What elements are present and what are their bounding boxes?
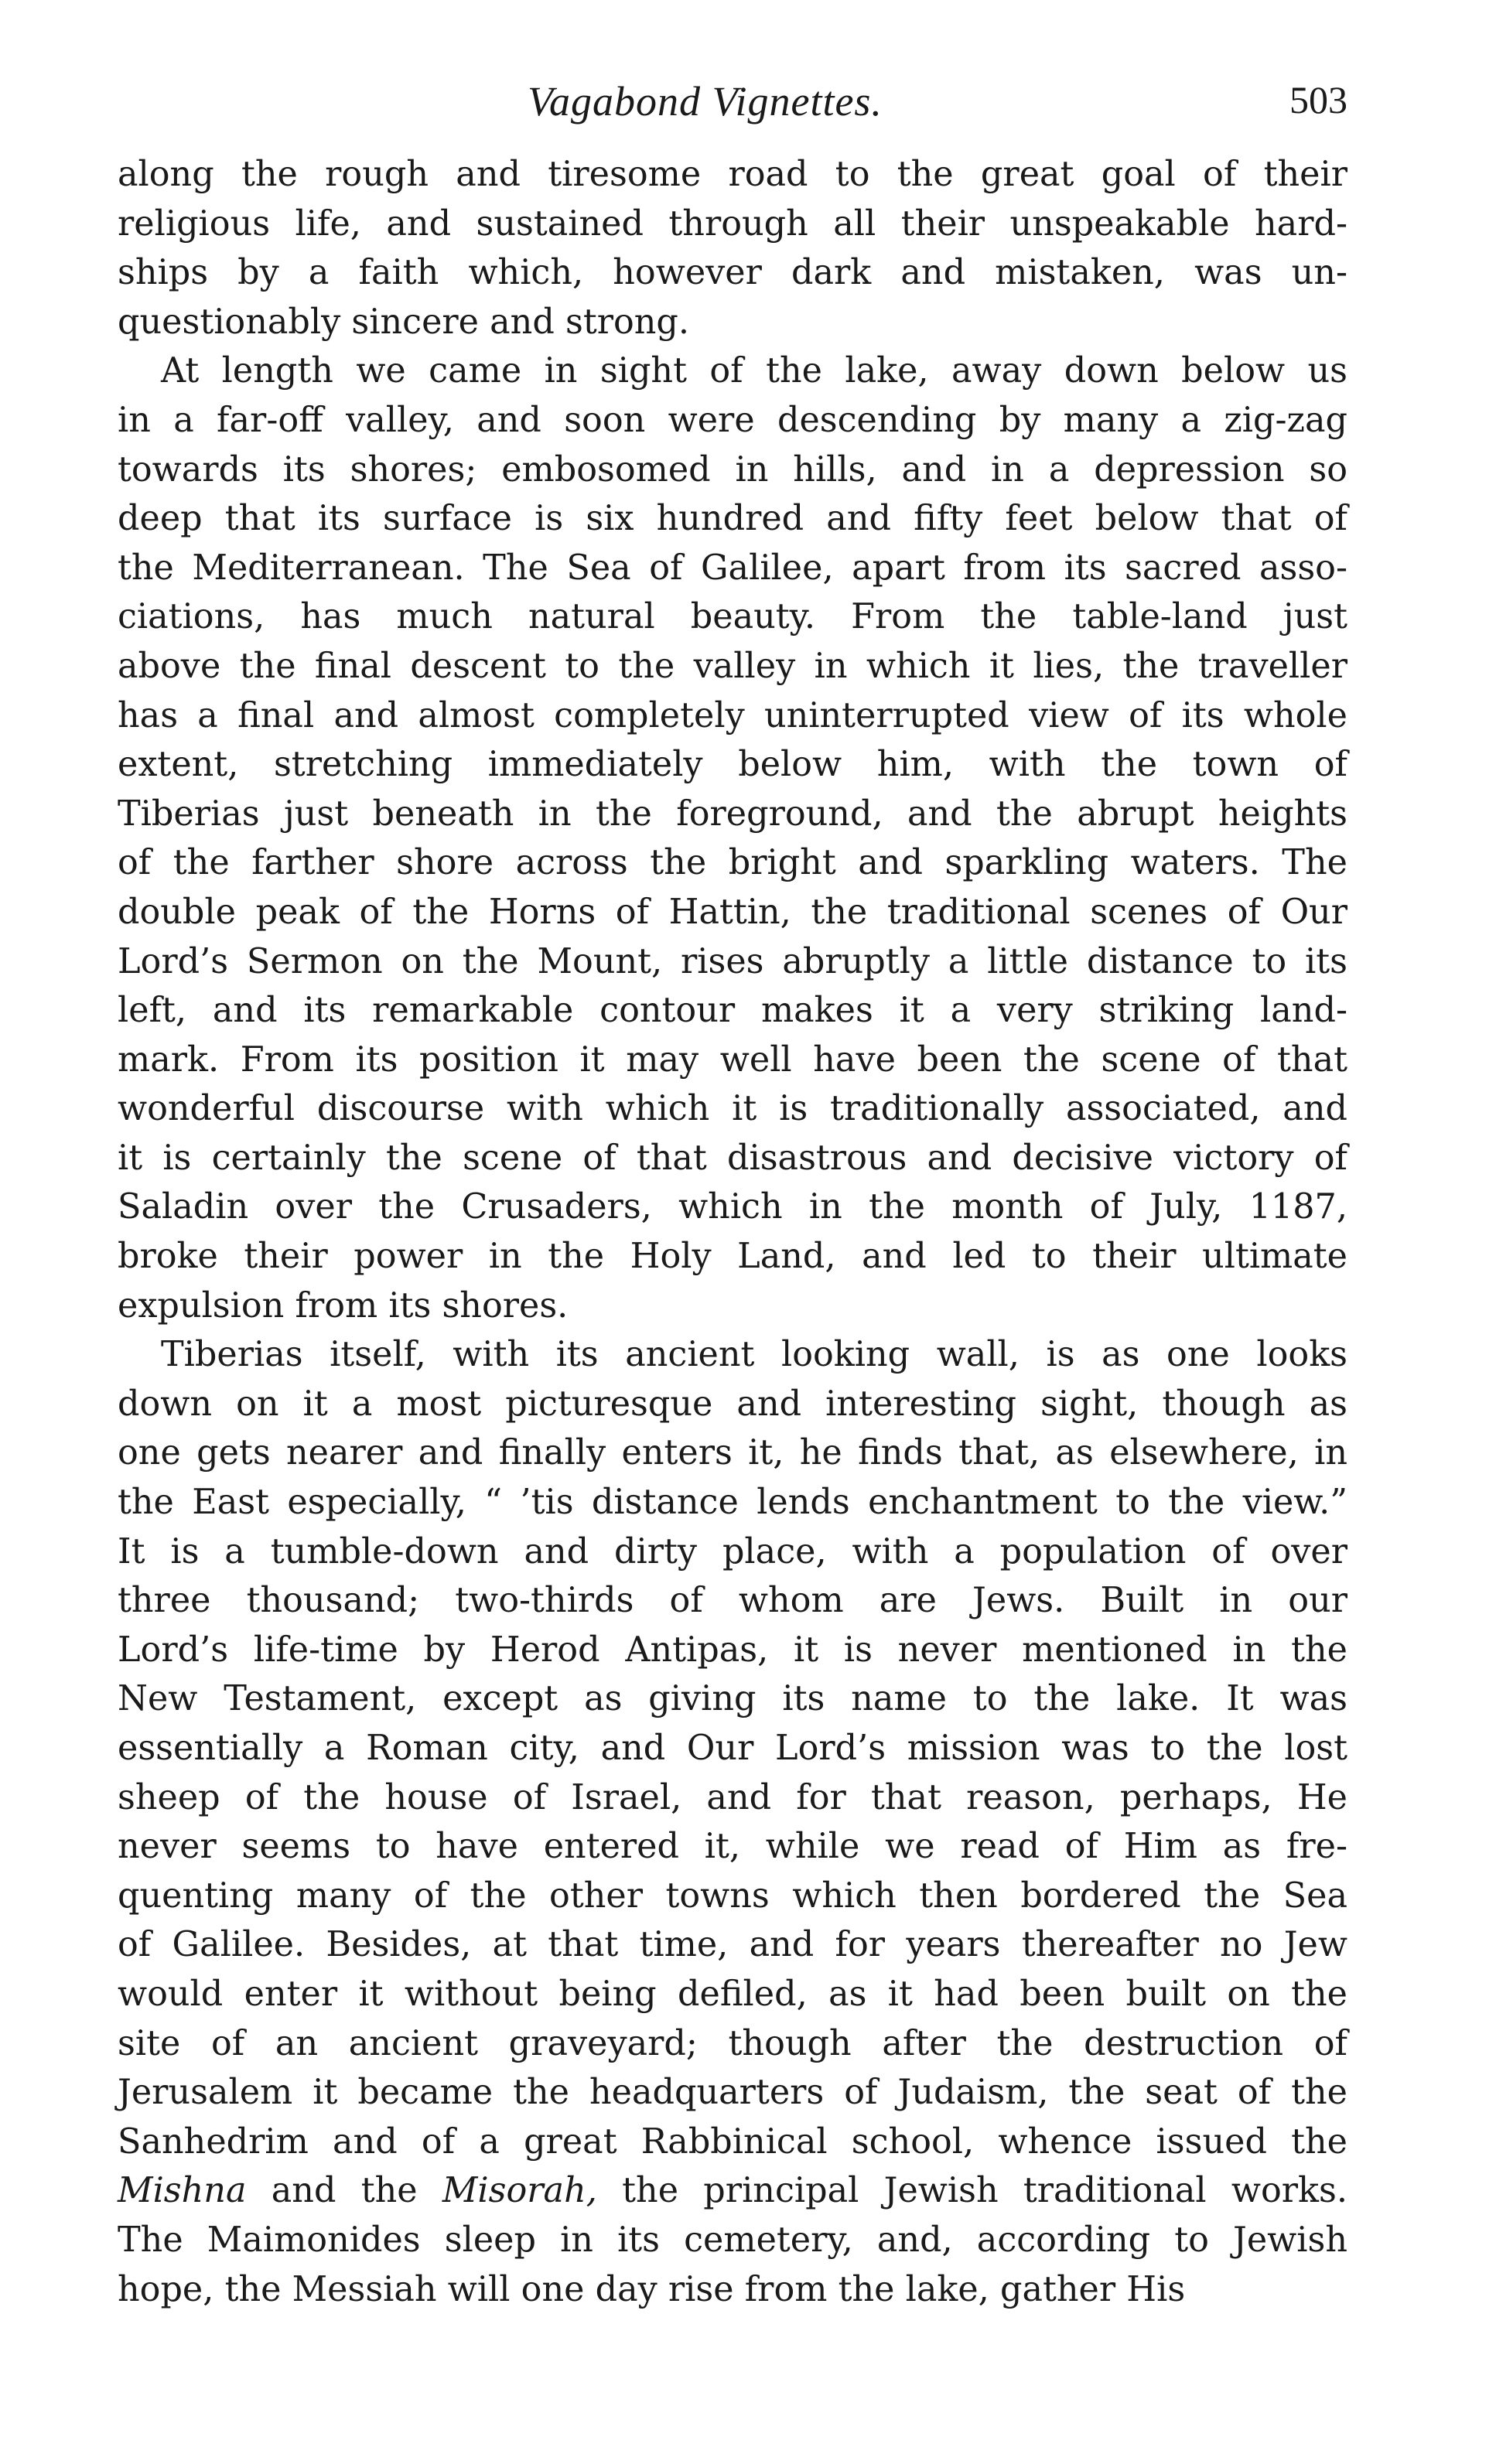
paragraph [118,1330,1347,2314]
text-line: ships by a faith which, however dark and mistaken, was un- [118,253,1347,293]
text-line: religious life, and sustained through all their unspeakable hard- [118,203,1347,244]
text-line: has a final and almost completely uninterrupted view of its whole [118,695,1347,735]
text-line: The Maimonides sleep in its cemetery, and, according to Jewish [118,2220,1347,2260]
text-line: of Galilee. Besides, at that time, and for years thereafter no Jew [118,1925,1347,1965]
text-line: At length we came in sight of the lake, away down below us [161,351,1347,391]
paragraph [118,346,1347,1330]
text-line: the Mediterranean. The Sea of Galilee, apart from its sacred asso- [118,548,1347,588]
text-line: along the rough and tiresome road to the great goal of their [118,155,1347,194]
text-line: Lord’s life-time by Herod Antipas, it is never mentioned in the [118,1630,1347,1670]
text-line: broke their power in the Holy Land, and led to their ultimate [118,1237,1347,1277]
text-line: essentially a Roman city, and Our Lord’s mission was to the lost [118,1729,1347,1768]
text-line: one gets nearer and finally enters it, he finds that, as elsewhere, in [118,1433,1347,1473]
text-line: mark. From its position it may well have been the scene of that [118,1039,1347,1080]
italic-term: Mishna [118,2171,247,2211]
text-line: ciations, has much natural beauty. From the table-land just [118,597,1347,637]
text-line: expulsion from its shores. [118,1285,569,1326]
text-line: Tiberias just beneath in the foreground, and the abrupt heights [118,793,1347,834]
running-head [118,71,1347,130]
text-line: It is a tumble-down and dirty place, with a population of over [118,1531,1347,1572]
page-body [118,71,1347,2314]
text-line: site of an ancient graveyard; though after the destruction of [118,2023,1347,2063]
running-title: Vagabond Vignettes. [528,78,883,125]
text-line: double peak of the Horns of Hattin, the traditional scenes of Our [118,892,1347,932]
text-line: quenting many of the other towns which then bordered the Sea [118,1875,1347,1916]
text-line: towards its shores; embosomed in hills, and in a depression so [118,449,1347,490]
text-line: never seems to have entered it, while we read of Him as fre- [118,1827,1347,1867]
paragraph [118,150,1347,346]
text-line: in a far-off valley, and soon were descending by many a zig-zag [118,400,1347,440]
page-number: 503 [1289,78,1347,121]
text-line: it is certainly the scene of that disastrous and decisive victory of [118,1138,1347,1178]
text-line: Tiberias itself, with its ancient looking wall, is as one looks [161,1335,1347,1375]
text-line: extent, stretching immediately below him, with the town of [118,745,1347,785]
text-line: hope, the Messiah will one day rise from the lake, gather His [118,2269,1186,2309]
italic-term: Misorah, [442,2171,597,2211]
text-line: deep that its surface is six hundred and fifty feet below that of [118,499,1347,539]
text-line: down on it a most picturesque and interesting sight, though as [118,1384,1347,1424]
text-line: Sanhedrim and of a great Rabbinical school, whence issued the [118,2121,1347,2162]
text-line: sheep of the house of Israel, and for that reason, perhaps, He [118,1777,1347,1817]
text-line: wonderful discourse with which it is traditionally associated, and [118,1089,1347,1129]
text-line: Jerusalem it became the headquarters of Judaism, the seat of the [118,2073,1347,2113]
text-line: of the farther shore across the bright and sparkling waters. The [118,843,1347,883]
text-line: questionably sincere and strong. [118,302,690,342]
text-line: Lord’s Sermon on the Mount, rises abruptly a little distance to its [118,941,1347,981]
text-line: New Testament, except as giving its name to the lake. It was [118,1679,1347,1719]
text-line: Saladin over the Crusaders, which in the month of July, 1187, [118,1187,1347,1227]
text-line: Mishna and the Misorah, the principal Jewish traditional works. [118,2171,1347,2211]
text-line: the East especially, “ ’tis distance lends enchantment to the view.” [118,1483,1347,1523]
text-line: left, and its remarkable contour makes it a very striking land- [118,991,1347,1031]
text-body [118,150,1347,2314]
text-line: three thousand; two-thirds of whom are Jews. Built in our [118,1581,1347,1621]
text-line: would enter it without being defiled, as it had been built on the [118,1974,1347,2014]
text-line: above the final descent to the valley in which it lies, the traveller [118,646,1347,686]
